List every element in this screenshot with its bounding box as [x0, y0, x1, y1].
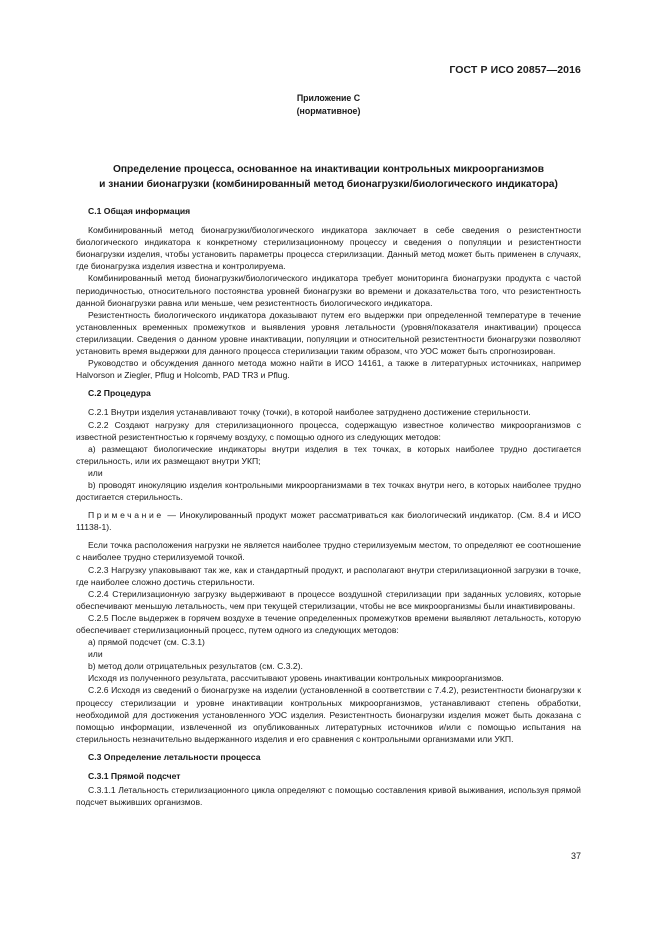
- paragraph: Резистентность биологического индикатора доказывают путем его выдержки при определенной температуре в течение установленных временных промежутков и выявления уровня летальности (уровня/показателя инактивации) процесса стерилизации. Сведения о данном уровне инактивации, популяции и относительной резистентности бионагрузки позволяют установить время выдержки для данного процесса стерилизации таким образом, что УОС может быть спрогнозирован.: [76, 309, 581, 357]
- title-line-2: и знании бионагрузки (комбинированный метод бионагрузки/биологического индикатора): [99, 179, 558, 190]
- list-item-b: b) проводят инокуляцию изделия контрольными микроорганизмами в тех точках внутри него, в которых наиболее трудно достигается стерильность.: [76, 479, 581, 503]
- clause-c2-2: С.2.2 Создают нагрузку для стерилизационного процесса, содержащую известное количество микроорганизмов с известной резистентностью к горячему воздуху, с помощью одного из следующих методов:: [76, 419, 581, 442]
- note: [76, 509, 581, 533]
- standard-designation: ГОСТ Р ИСО 20857—2016: [449, 64, 581, 76]
- annex-type: (нормативное): [296, 106, 361, 116]
- note-label: Примечание: [88, 510, 164, 521]
- paragraph: Комбинированный метод бионагрузки/биологического индикатора требует мониторинга бионагрузки продукта с частой периодичностью, относительного постоянства уровней бионагрузки во времени и доказательства того, что резистентность данной бионагрузки равна или меньше, чем резистентность биологического индикатора.: [76, 273, 581, 308]
- clause-c2-5: С.2.5 После выдержек в горячем воздухе в течение определенных промежутков времени выявляют летальность, которую обеспечивает стерилизационный процесс, путем одного из следующих методов:: [76, 612, 581, 635]
- list-item-b: b) метод доли отрицательных результатов (см. С.3.2).: [88, 661, 303, 672]
- paragraph: Исходя из полученного результата, рассчитывают уровень инактивации контрольных микроорганизмов.: [88, 673, 504, 684]
- note-text: — Инокулированный продукт может рассматриваться как биологический индикатор. (См. 8.4 и ИСО 11138-1).: [76, 510, 581, 533]
- clause-c2-6: С.2.6 Исходя из сведений о бионагрузке на изделии (установленной в соответствии с 7.4.2), резистентности бионагрузки к процессу стерилизации и уровне инактивации контрольных микроорганизмов, устанавливают степень обработки, необходимой для достижения установленного УОС изделия. Резистентность бионагрузки изделия может быть доказана с помощью информации, извлеченной из опубликованных литературных источников и/или с помощью испытания на стерильность незначительно выдержанного изделия и его сравнения с контрольными организмами или УКП.: [76, 685, 581, 744]
- paragraph: Если точка расположения нагрузки не является наиболее трудно стерилизуемым местом, то определяют ее соотношение с наиболее трудно стерилизуемой точкой.: [76, 540, 581, 563]
- annex-main-title: [76, 162, 581, 192]
- paragraph: Руководство и обсуждения данного метода можно найти в ИСО 14161, а также в литературных источниках, например Halvorson и Ziegler, Pflug и Holcomb, PAD TR3 и Pflug.: [76, 358, 581, 381]
- title-line-1: Определение процесса, основанное на инактивации контрольных микроорганизмов: [112, 164, 545, 175]
- or-text: или: [88, 467, 103, 478]
- annex-header: [76, 92, 581, 118]
- section-c1-heading: С.1 Общая информация: [88, 206, 191, 216]
- section-c2-heading: С.2 Процедура: [88, 388, 151, 399]
- clause-c2-1: С.2.1 Внутри изделия устанавливают точку (точки), в которой наиболее затруднено достижение стерильности.: [88, 407, 531, 418]
- paragraph: Комбинированный метод бионагрузки/биологического индикатора заключает в себе сведения о резистентности биологического индикатора к конкретному стерилизационному процессу и сведения о популяции и резистентности бионагрузки изделия, чтобы установить параметры процесса стерилизации. Данный метод может быть применен в случаях, где бионагрузка изделия известна и контролируема.: [76, 225, 581, 272]
- clause-c2-3: С.2.3 Нагрузку упаковывают так же, как и стандартный продукт, и располагают внутри стерилизационной загрузки в точке, где наиболее сложно достичь стерильности.: [76, 564, 581, 587]
- list-item-a: а) размещают биологические индикаторы внутри изделия в тех точках, в которых наиболее трудно достигается стерильность, или их размещают внутри УКП;: [76, 443, 581, 466]
- annex-title: Приложение С: [296, 93, 361, 103]
- clause-c2-4: С.2.4 Стерилизационную загрузку выдерживают в процессе воздушной стерилизации при заданных условиях, которые обеспечивают меньшую летальность, чем при текущей стерилизации, чтобы не все микроорганизмы были инактивированы.: [76, 588, 581, 611]
- subsection-c3-1-heading: С.3.1 Прямой подсчет: [88, 771, 181, 782]
- clause-c3-1-1: С.3.1.1 Летальность стерилизационного цикла определяют с помощью составления кривой выживания, используя прямой подсчет выживших организмов.: [76, 785, 581, 808]
- list-item-a: а) прямой подсчет (см. С.3.1): [88, 637, 205, 648]
- section-c3-heading: С.3 Определение летальности процесса: [88, 751, 261, 762]
- page-number: 37: [570, 851, 581, 861]
- or-text: или: [88, 649, 103, 660]
